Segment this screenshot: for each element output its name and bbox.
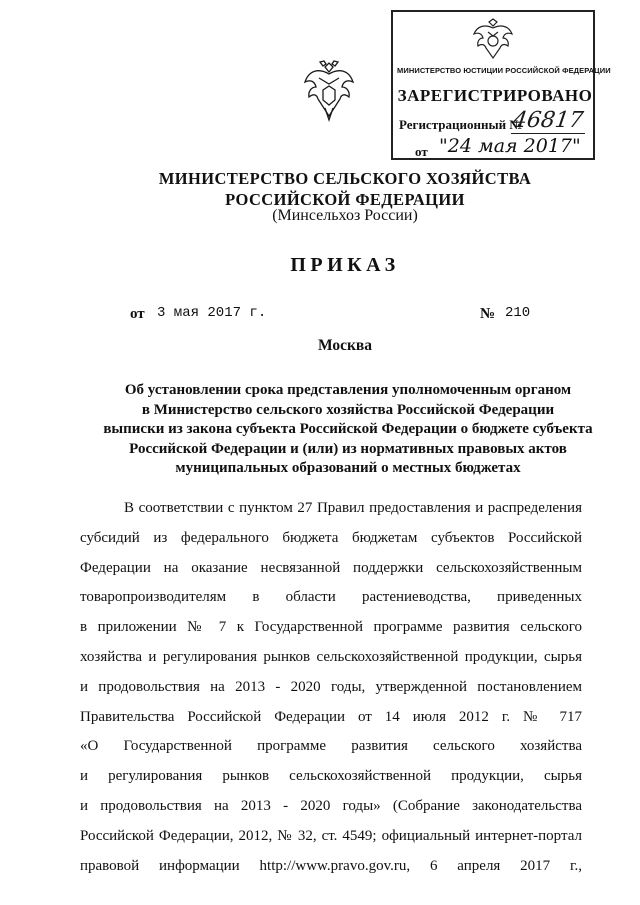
stamp-ministry-name: МИНИСТЕРСТВО ЮСТИЦИИ РОССИЙСКОЙ ФЕДЕРАЦИИ	[397, 66, 611, 75]
stamp-handwritten-date: "24 мая 2017"	[439, 135, 581, 157]
body-line: товаропроизводителям в области растениеводства, приведенных	[80, 589, 582, 606]
document-type: ПРИКАЗ	[290, 254, 400, 276]
body-line: и продовольствия на 2013 - 2020 годы» (Собрание законодательства	[80, 797, 582, 814]
ministry-name-line1: МИНИСТЕРСТВО СЕЛЬСКОГО ХОЗЯЙСТВА	[158, 169, 532, 188]
document-title	[70, 381, 626, 479]
body-line: В соответствии с пунктом 27 Правил предоставления и распределения	[124, 500, 582, 516]
city: Москва	[317, 337, 373, 354]
registration-stamp	[391, 10, 611, 160]
body-line: Российской Федерации, 2012, № 32, ст. 4549; официальный интернет-портал	[80, 827, 582, 844]
body-line: в приложении № 7 к Государственной программе развития сельского	[80, 619, 582, 636]
stamp-date-underline	[437, 158, 585, 159]
order-date: 3 мая 2017 г.	[157, 305, 267, 321]
body-line: Федерации на оказание несвязанной поддержки сельскохозяйственным	[80, 559, 582, 576]
coat-of-arms-icon	[303, 60, 355, 126]
body-line: «О Государственной программе развития сельского хозяйства	[80, 738, 582, 755]
coat-of-arms-icon	[471, 18, 515, 62]
order-number-label: №	[480, 306, 496, 322]
stamp-number-underline	[511, 133, 585, 134]
title-line: в Министерство сельского хозяйства Российской Федерации	[141, 401, 555, 418]
body-text	[80, 494, 582, 881]
body-line: хозяйства и регулирования рынков сельскохозяйственной продукции, сырья	[80, 648, 582, 665]
stamp-from-label: от	[415, 144, 428, 159]
title-line: Российской Федерации и (или) из нормативных правовых актов	[129, 440, 567, 457]
body-line: Правительства Российской Федерации от 14 июля 2012 г. № 717	[80, 708, 582, 725]
ministry-name-line2: РОССИЙСКОЙ ФЕДЕРАЦИИ	[225, 190, 465, 209]
title-line: выписки из закона субъекта Российской Федерации о бюджете субъекта	[103, 421, 593, 437]
ministry-name	[0, 168, 640, 210]
title-line: муниципальных образований о местных бюджетах	[175, 460, 521, 476]
body-line: правовой информации http://www.pravo.gov.ru, 6 апреля 2017 г.,	[80, 857, 582, 874]
stamp-registration-number: 46817	[511, 108, 585, 133]
body-line: субсидий из федерального бюджета бюджетам субъектов Российской	[80, 529, 582, 546]
order-number: 210	[505, 305, 531, 321]
ministry-short-name: (Минсельхоз России)	[272, 207, 418, 224]
title-line: Об установлении срока представления уполномоченным органом	[124, 382, 572, 398]
body-line: и продовольствия на 2013 - 2020 годы, утвержденной постановлением	[80, 678, 582, 695]
stamp-title: ЗАРЕГИСТРИРОВАНО	[397, 86, 593, 105]
stamp-registration-label: Регистрационный №	[399, 117, 523, 132]
order-date-label: от	[130, 306, 145, 322]
body-line: и регулирования рынков сельскохозяйственной продукции, сырья	[80, 768, 582, 785]
